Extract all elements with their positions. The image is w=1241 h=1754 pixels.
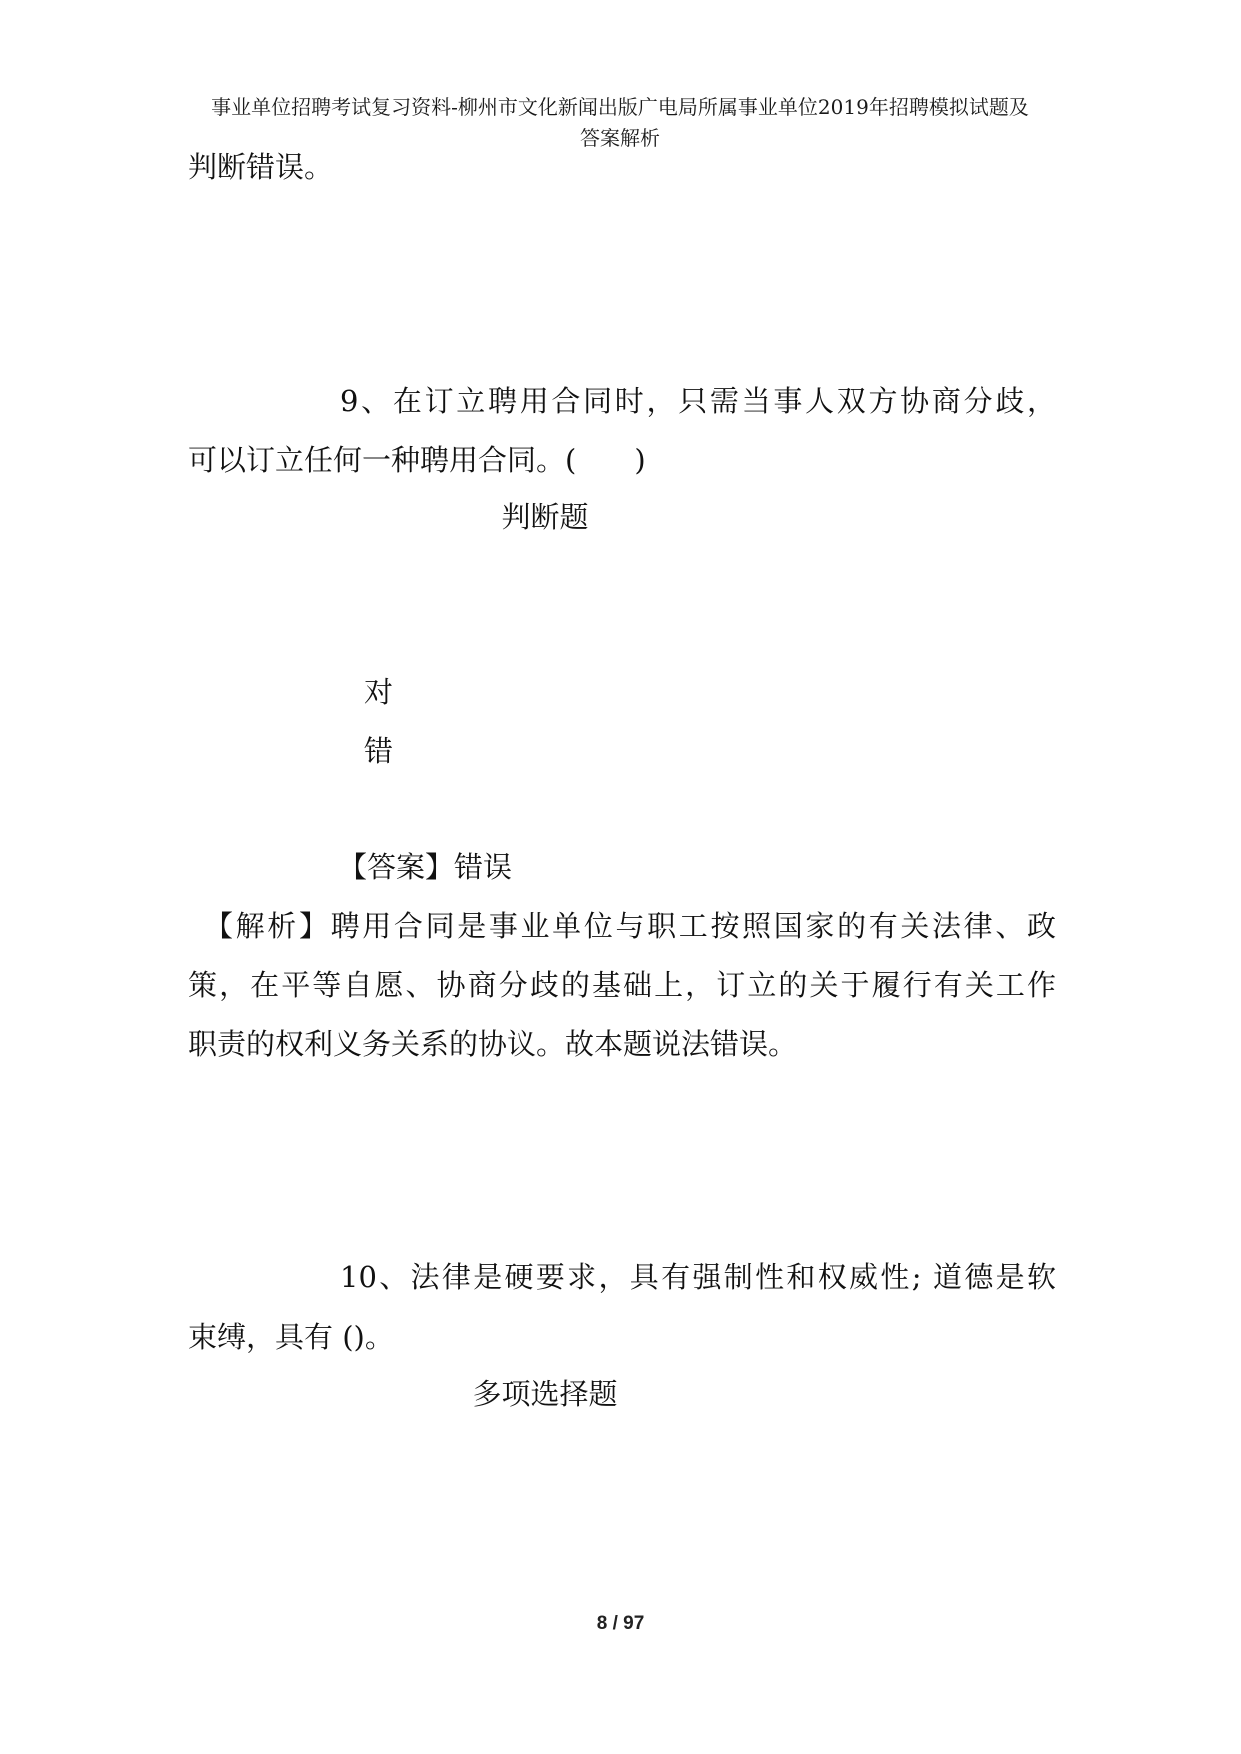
- question-9-line2: 可以订立任何一种聘用合同。( ): [188, 443, 646, 477]
- option-false: 错: [364, 734, 394, 768]
- header-title-line2: 答案解析: [580, 126, 660, 150]
- question-9-type: 判断题: [501, 500, 589, 534]
- running-header: [170, 92, 1070, 154]
- question-9-line1: 9、在订立聘用合同时，只需当事人双方协商分歧，: [340, 384, 1056, 418]
- carryover-text: 判断错误。: [188, 150, 334, 184]
- question-10-line1: 10、法律是硬要求，具有强制性和权威性; 道德是软: [340, 1260, 1056, 1294]
- analysis-9-line2: 策，在平等自愿、协商分歧的基础上，订立的关于履行有关工作: [188, 968, 1056, 1002]
- header-title-line1: 事业单位招聘考试复习资料-柳州市文化新闻出版广电局所属事业单位2019年招聘模拟试题及: [211, 95, 1029, 119]
- analysis-9-line1: 【解析】聘用合同是事业单位与职工按照国家的有关法律、政: [204, 909, 1056, 943]
- question-10-type: 多项选择题: [472, 1377, 618, 1411]
- question-10-line2: 束缚，具有 ()。: [188, 1320, 394, 1354]
- option-true: 对: [364, 675, 394, 709]
- analysis-9-line3: 职责的权利义务关系的协议。故本题说法错误。: [188, 1027, 798, 1061]
- page-number: 8 / 97: [596, 1613, 645, 1634]
- answer-9: 【答案】错误: [338, 850, 513, 884]
